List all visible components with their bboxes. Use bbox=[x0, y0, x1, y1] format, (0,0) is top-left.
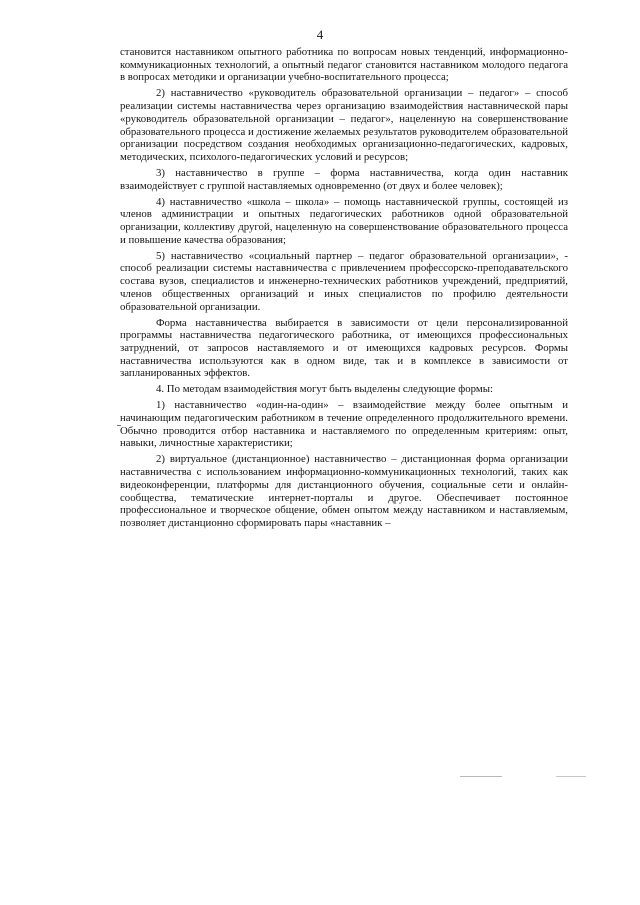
footer-rule bbox=[460, 776, 502, 777]
paragraph: Форма наставничества выбирается в зависимости от цели персонализированной программы наставничества педагогического работника, от имеющихся профессиональных затруднений, от запросов наставляемого и от имеющихся кадровых ресурсов. Формы наставничества используются как в одном виде, так и в комплексе в зависимости от запланированных эффектов. bbox=[120, 316, 568, 380]
paragraph: 4. По методам взаимодействия могут быть выделены следующие формы: bbox=[156, 383, 493, 396]
paragraph: становится наставником опытного работника по вопросам новых тенденций, информационно-коммуникационных технологий, а опытный педагог становится наставником молодого педагога в вопросах методики и организации учебно-воспитательного процесса; bbox=[120, 46, 568, 84]
page-number: 4 bbox=[316, 27, 324, 42]
paragraph: 1) наставничество «один-на-один» – взаимодействие между более опытным и начинающим педагогическим работником в течение определенного продолжительного времени. Обычно проводится отбор наставника и наставляемого по определенным критериям: опыт, навыки, личностные характеристики; bbox=[120, 399, 568, 450]
body-text bbox=[120, 46, 568, 533]
paragraph: 3) наставничество в группе – форма наставничества, когда один наставник взаимодействует с группой наставляемых одновременно (от двух и более человек); bbox=[120, 166, 568, 192]
paragraph: 5) наставничество «социальный партнер – педагог образовательной организации», - способ реализации системы наставничества с привлечением профессорско-преподавательского состава вузов, специалистов и инженерно-технических работников учреждений, предприятий, членов общественных организаций и иных специалистов по профилю деятельности образовательной организации. bbox=[120, 249, 568, 313]
footer-rule bbox=[556, 776, 586, 777]
paragraph: 4) наставничество «школа – школа» – помощь наставнической группы, состоящей из членов администрации и опытных педагогических работников одной образовательной организации, коллективу другой, нацеленную на совершенствование образовательного процесса и повышение качества образования; bbox=[120, 195, 568, 246]
paragraph: 2) наставничество «руководитель образовательной организации – педагог» – способ реализации системы наставничества через организацию взаимодействия наставнической пары «руководитель образовательной организации – педагог», нацеленную на совершенствование образовательного процесса и достижение желаемых результатов руководителем образовательной организации посредством создания необходимых организационно-педагогических, кадровых, методических, психолого-педагогических условий и ресурсов; bbox=[120, 87, 568, 163]
paragraph: 2) виртуальное (дистанционное) наставничество – дистанционная форма организации наставничества с использованием информационно-коммуникационных технологий, таких как видеоконференции, платформы для дистанционного обучения, социальные сети и онлайн-сообщества, тематические интернет-порталы и другое. Обеспечивает постоянное профессиональное и творческое общение, обмен опытом между наставником и наставляемым, позволяет дистанционно сформировать пары «наставник – bbox=[120, 453, 568, 529]
